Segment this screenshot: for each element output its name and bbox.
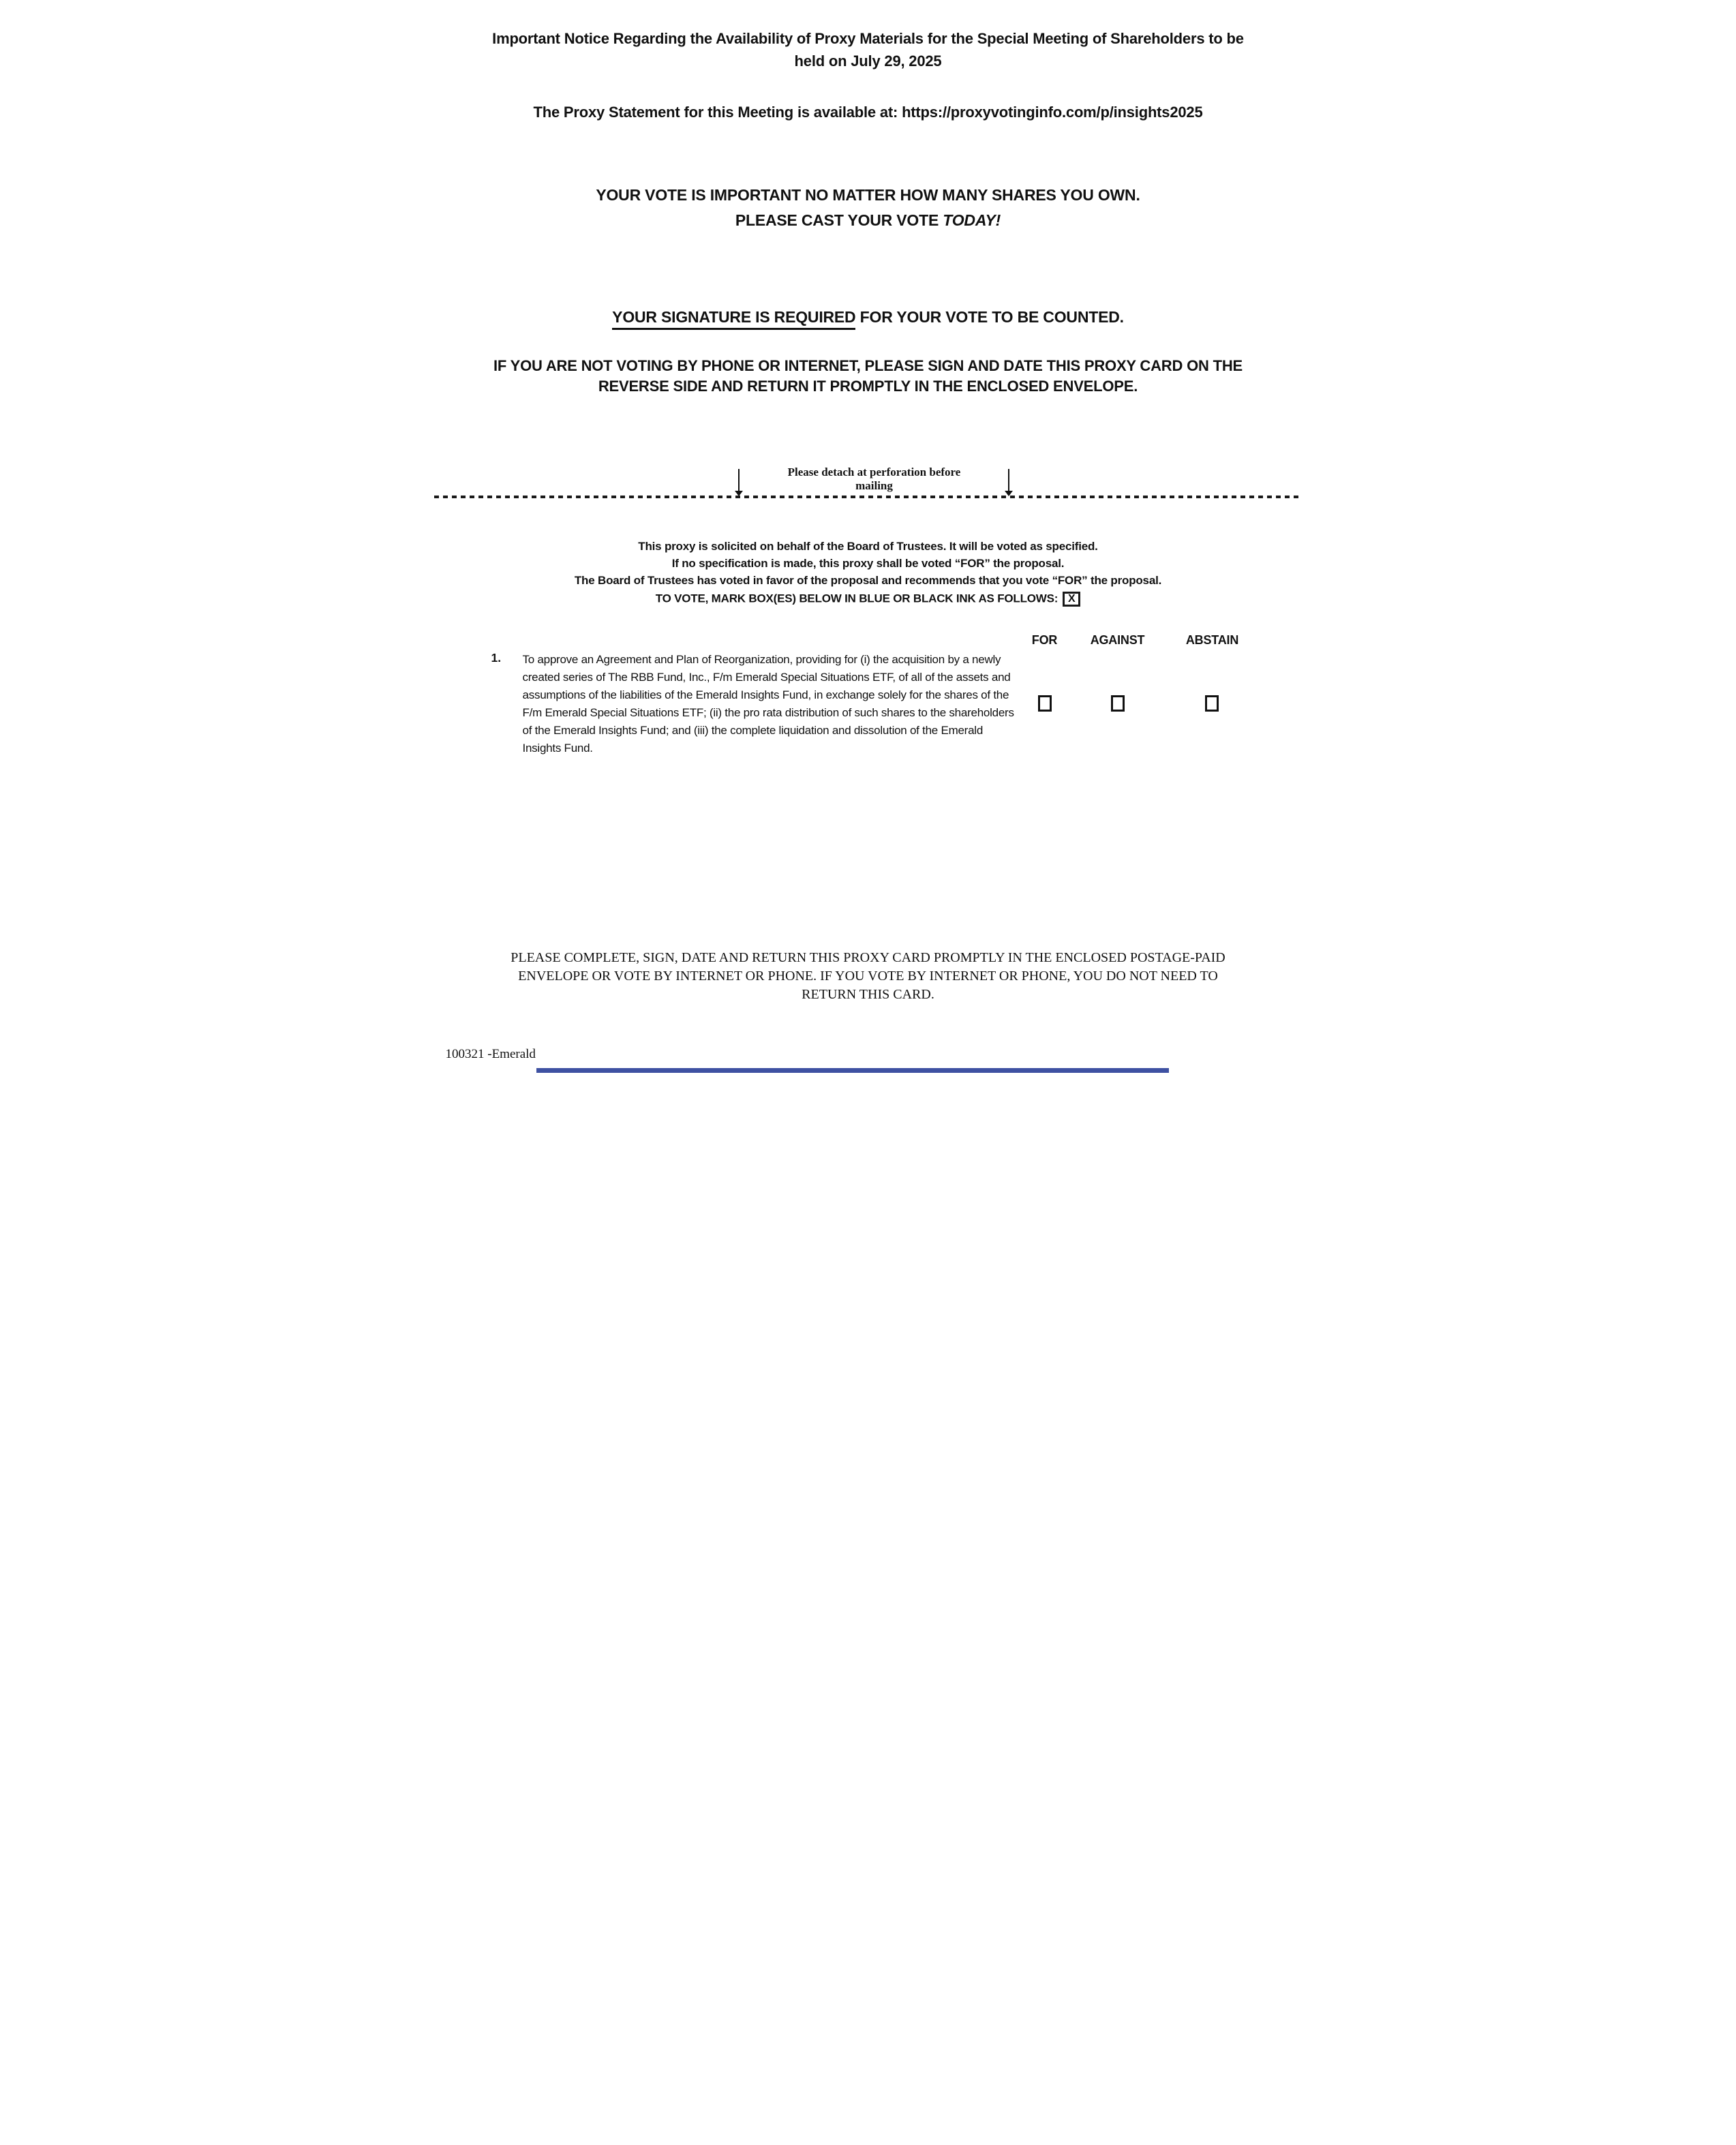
column-header-for: FOR xyxy=(1031,633,1058,647)
return-instructions-line3: RETURN THIS CARD. xyxy=(802,987,934,1002)
mail-instructions-line2: REVERSE SIDE AND RETURN IT PROMPTLY IN THE ENCLOSED ENVELOPE. xyxy=(598,378,1138,395)
detach-arrow-left-icon xyxy=(735,469,743,496)
availability-notice-line1: Important Notice Regarding the Availability of Proxy Materials for the Special Meeting of Shareholders to be xyxy=(492,30,1244,47)
sample-marked-box xyxy=(1063,592,1080,607)
vote-marking-text: TO VOTE, MARK BOX(ES) BELOW IN BLUE OR BLACK INK AS FOLLOWS: xyxy=(655,592,1059,605)
sample-x-mark: X xyxy=(1068,593,1076,605)
form-code: 100321 -Emerald xyxy=(445,1047,536,1061)
vote-importance-heading xyxy=(434,183,1303,233)
detach-instruction-line1: Please detach at perforation before xyxy=(787,466,961,478)
proposal-number: 1. xyxy=(491,651,502,665)
signature-required-heading xyxy=(434,307,1303,327)
proxy-statement-url-text: The Proxy Statement for this Meeting is available at: https://proxyvotinginfo.com/p/insights2025 xyxy=(533,104,1203,121)
mail-instructions xyxy=(434,356,1303,397)
signature-required-rest: FOR YOUR VOTE TO BE COUNTED. xyxy=(855,308,1124,326)
proxy-card-page xyxy=(434,0,1303,1073)
arrow-shaft xyxy=(738,469,740,491)
column-header-against: AGAINST xyxy=(1090,633,1145,647)
vote-importance-line2 xyxy=(434,208,1303,233)
checkbox-against[interactable] xyxy=(1111,695,1125,712)
return-instructions-line1: PLEASE COMPLETE, SIGN, DATE AND RETURN THIS PROXY CARD PROMPTLY IN THE ENCLOSED POSTAGE-PAID xyxy=(511,950,1225,965)
return-instructions xyxy=(434,949,1303,1004)
solicitation-line2: If no specification is made, this proxy shall be voted “FOR” the proposal. xyxy=(671,557,1065,570)
return-instructions-line2: ENVELOPE OR VOTE BY INTERNET OR PHONE. IF YOU VOTE BY INTERNET OR PHONE, YOU DO NOT NEED TO xyxy=(518,969,1218,984)
detach-arrow-right-icon xyxy=(1005,469,1013,496)
checkbox-for[interactable] xyxy=(1038,695,1052,712)
proxy-statement-availability xyxy=(434,102,1303,123)
detach-instruction xyxy=(776,466,973,493)
availability-notice-line2: held on July 29, 2025 xyxy=(794,52,942,70)
detach-instruction-line2: mailing xyxy=(855,479,893,492)
vote-importance-line1: YOUR VOTE IS IMPORTANT NO MATTER HOW MANY SHARES YOU OWN. xyxy=(596,186,1140,204)
availability-notice-heading xyxy=(434,27,1303,72)
solicitation-line1: This proxy is solicited on behalf of the Board of Trustees. It will be voted as specified. xyxy=(638,540,1098,553)
column-header-abstain: ABSTAIN xyxy=(1185,633,1239,647)
vote-marking-instruction xyxy=(434,592,1303,607)
arrow-shaft xyxy=(1008,469,1009,491)
mail-instructions-line1: IF YOU ARE NOT VOTING BY PHONE OR INTERNET, PLEASE SIGN AND DATE THIS PROXY CARD ON THE xyxy=(493,357,1243,374)
vote-importance-today: TODAY! xyxy=(943,211,1001,229)
solicitation-line3: The Board of Trustees has voted in favor of the proposal and recommends that you vote “FOR” the proposal. xyxy=(574,574,1162,587)
perforation-dashed-line xyxy=(434,496,1303,498)
proposal-text: To approve an Agreement and Plan of Reorganization, providing for (i) the acquisition by a newly created series of The RBB Fund, Inc., F/m Emerald Special Situations ETF, of all of the assets and assumptions of the liabilities of the Emerald Insights Fund, in exchange solely for the shares of the F/m Emerald Special Situations ETF; (ii) the pro rata distribution of such shares to the shareholders of the Emerald Insights Fund; and (iii) the complete liquidation and dissolution of the Emerald Insights Fund. xyxy=(522,653,1014,755)
cut-off-bottom-bar xyxy=(536,1068,1169,1073)
checkbox-abstain[interactable] xyxy=(1205,695,1219,712)
signature-required-underlined: YOUR SIGNATURE IS REQUIRED xyxy=(612,308,855,330)
solicitation-statement xyxy=(434,538,1303,589)
vote-importance-line2-prefix: PLEASE CAST YOUR VOTE xyxy=(735,211,943,229)
